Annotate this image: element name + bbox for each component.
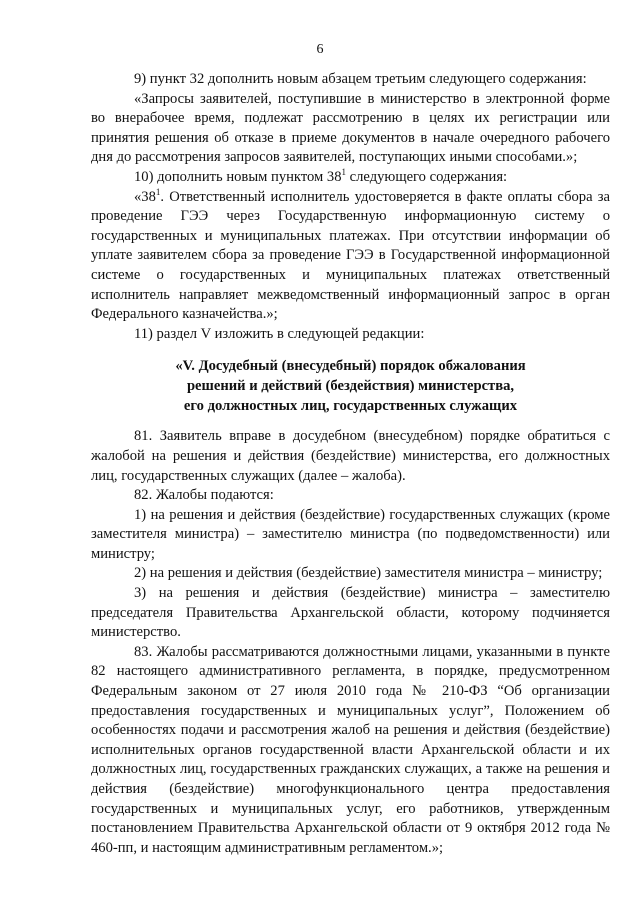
section-heading-line-1: «V. Досудебный (внесудебный) порядок обжалования xyxy=(175,358,526,375)
page-number: 6 xyxy=(316,42,324,57)
item-9-quote: «Запросы заявителей, поступившие в министерство в электронной форме во внерабочее время, подлежат рассмотрению в целях их регистрации или принятия решения об отказе в приеме документов в начале очередного рабочего дня до рассмотрения запросов заявителей, поступающих иными способами.»; xyxy=(91,90,610,166)
paragraph-82: 82. Жалобы подаются: xyxy=(134,487,274,504)
item-10-quote-superscript: 1 xyxy=(155,186,161,197)
paragraph-82-sub-1: 1) на решения и действия (бездействие) государственных служащих (кроме заместителя министра) – заместителю министра (по подведомственности) или министру; xyxy=(91,506,610,562)
item-10 xyxy=(91,168,610,188)
section-heading-line-3: его должностных лиц, государственных служащих xyxy=(183,398,518,415)
paragraph-83: 83. Жалобы рассматриваются должностными лицами, указанными в пункте 82 настоящего административного регламента, в порядке, предусмотренном Федеральным законом от 27 июля 2010 года № 210-ФЗ “Об организации предоставления государственных и муниципальных услуг”, Положением об особенностях подачи и рассмотрения жалоб на решения и действия (бездействие) исполнительных органов государственной власти Архангельской области и их должностных лиц, государственных гражданских служащих, а также на решения и действия (бездействие) многофункционального центра предоставления государственных и муниципальных услуг, его работников, утвержденным постановлением Правительства Архангельской области от 9 октября 2012 года № 460-пп, и настоящим административным регламентом.»; xyxy=(91,643,610,856)
item-9: 9) пункт 32 дополнить новым абзацем третьим следующего содержания: xyxy=(134,71,587,87)
paragraph-81: 81. Заявитель вправе в досудебном (внесудебном) порядке обратиться с жалобой на решения и действия (бездействие) министерства, его должностных лиц, государственных служащих (далее – жалоба). xyxy=(91,428,610,484)
item-10-quote-start: «38 xyxy=(134,188,156,205)
item-10-quote-text: . Ответственный исполнитель удостоверяется в факте оплаты сбора за проведение ГЭЭ через Государственную информационную систему о государственных и муниципальных платежах. При отсутствии информации об уплате заявителем сбора за проведение ГЭЭ в Государственной информационной системе о государственных и муниципальных платежах ответственный исполнитель направляет межведомственный информационный запрос в орган Федерального казначейства.»; xyxy=(91,188,610,323)
paragraph-82-sub-2: 2) на решения и действия (бездействие) заместителя министра – министру; xyxy=(134,565,603,582)
document-body xyxy=(91,70,610,858)
item-10-text-after: следующего содержания: xyxy=(346,168,508,185)
item-10-text-before: 10) дополнить новым пунктом 38 xyxy=(134,168,342,185)
section-heading xyxy=(91,356,610,416)
item-10-superscript: 1 xyxy=(341,166,347,177)
item-10-quote xyxy=(91,188,610,325)
item-11: 11) раздел V изложить в следующей редакции: xyxy=(134,325,425,342)
paragraph-82-sub-3: 3) на решения и действия (бездействие) министра – заместителю председателя Правительства Архангельской области, которому подчиняется министерство. xyxy=(91,585,610,641)
section-heading-line-2: решений и действий (бездействия) министерства, xyxy=(186,378,515,395)
